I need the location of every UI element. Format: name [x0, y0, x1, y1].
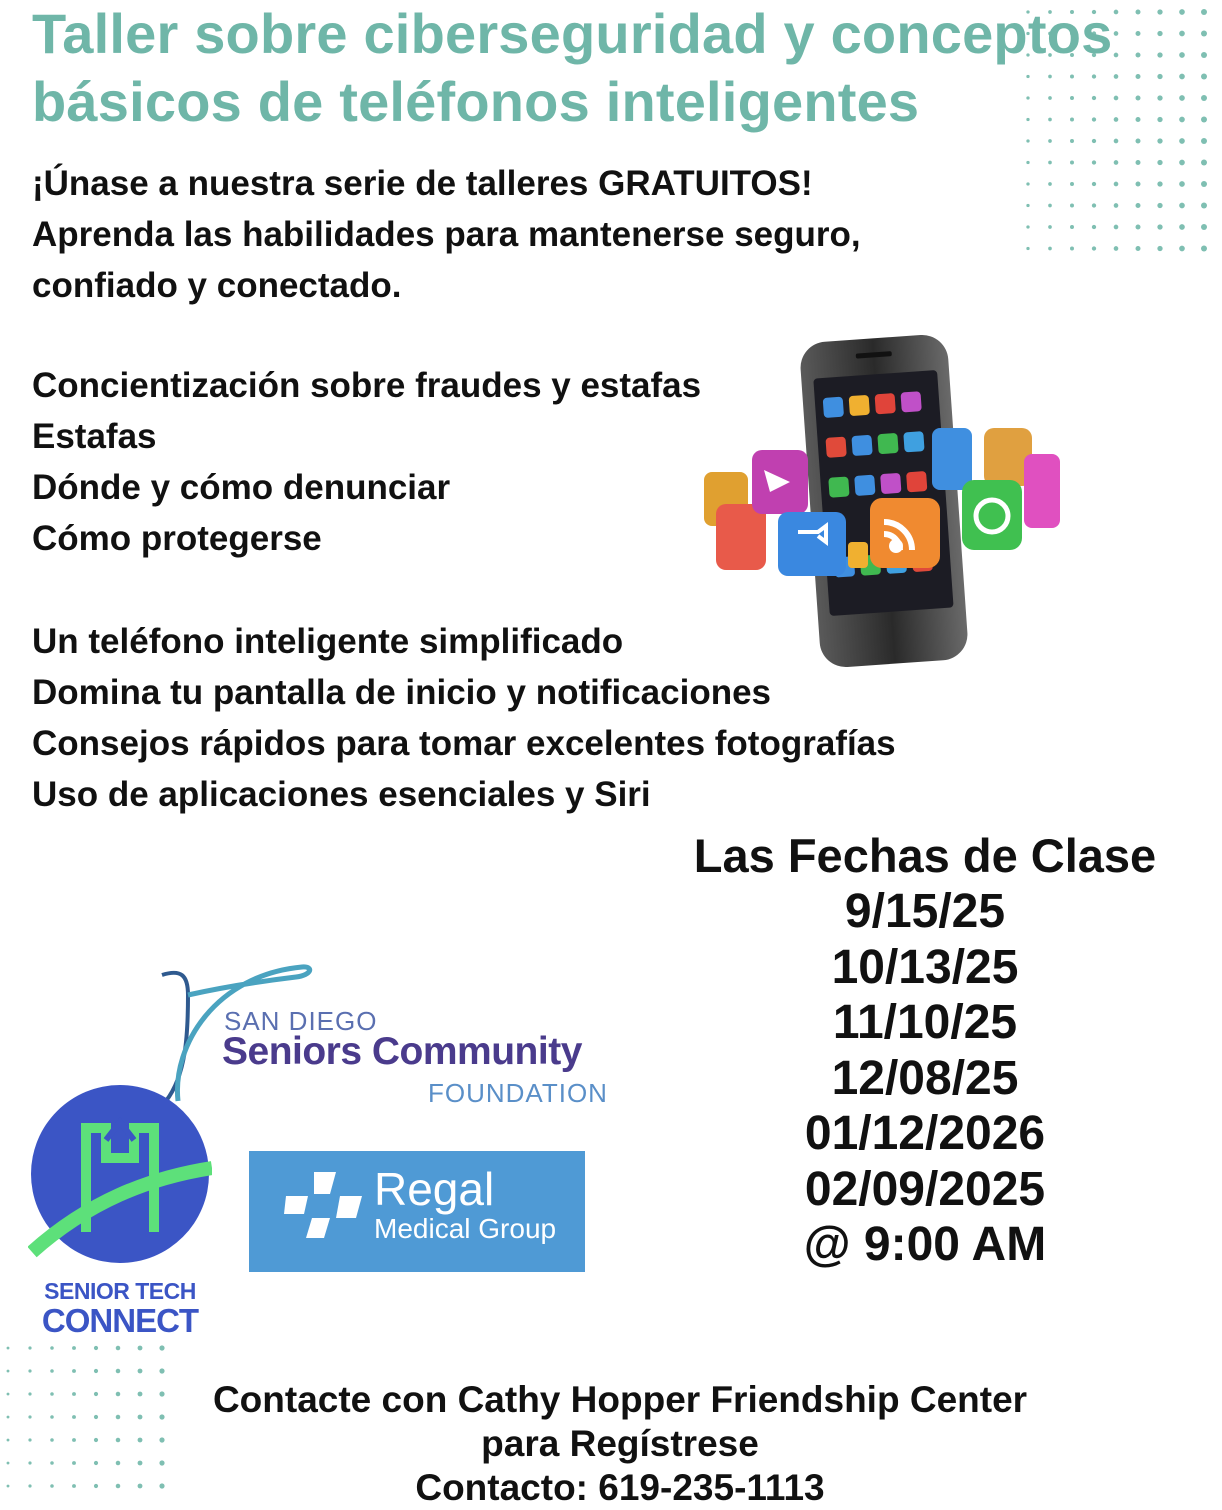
dot — [7, 1485, 10, 1488]
dot — [28, 1484, 31, 1487]
dot — [50, 1346, 54, 1350]
intro-line: ¡Únase a nuestra serie de talleres GRATUITOS! — [32, 164, 813, 203]
dot — [1136, 225, 1141, 230]
dot — [1026, 182, 1029, 185]
list-item: Cómo protegerse — [32, 519, 322, 558]
dot — [1136, 139, 1141, 144]
dot — [1092, 225, 1096, 229]
dot — [1092, 160, 1096, 164]
dot — [1092, 203, 1096, 207]
dot — [1092, 139, 1096, 143]
dot — [1070, 247, 1074, 251]
dot — [1026, 225, 1029, 228]
dot — [1114, 225, 1119, 230]
dot — [1157, 181, 1162, 186]
intro-text — [32, 158, 992, 311]
dot — [1070, 204, 1074, 208]
dot — [1070, 139, 1074, 143]
dot — [1114, 160, 1119, 165]
list-item: Estafas — [32, 417, 157, 456]
dot — [1201, 9, 1207, 15]
dot — [50, 1415, 54, 1419]
dot — [1201, 95, 1207, 101]
dot — [72, 1346, 76, 1350]
sdscf-line1: SAN DIEGO — [224, 1006, 378, 1036]
dot — [1179, 203, 1185, 209]
date-item: 12/08/25 — [831, 1051, 1019, 1105]
dot — [1201, 74, 1207, 80]
regal-name: Regal — [374, 1163, 495, 1215]
dot — [94, 1346, 98, 1350]
smartphone-apps-icon — [698, 332, 1068, 672]
dot — [1136, 160, 1141, 165]
dot — [28, 1461, 31, 1464]
contact-line: Contacte con Cathy Hopper Friendship Center — [212, 1379, 1028, 1420]
dot — [7, 1370, 10, 1373]
stc-line2: CONNECT — [41, 1302, 199, 1339]
dot — [7, 1347, 10, 1350]
dot — [50, 1438, 54, 1442]
regal-sub: Medical Group — [374, 1213, 557, 1244]
list-item: Concientización sobre fraudes y estafas — [32, 366, 702, 405]
dot — [1136, 246, 1141, 251]
dot — [1048, 204, 1052, 208]
date-item: 01/12/2026 — [804, 1107, 1046, 1160]
dot — [1092, 182, 1096, 186]
list-item: Domina tu pantalla de inicio y notificaciones — [32, 673, 772, 712]
dates-heading: Las Fechas de Clase — [693, 829, 1157, 882]
contact-info — [100, 1378, 1140, 1510]
date-item: 9/15/25 — [844, 885, 1006, 938]
dot — [1048, 161, 1052, 165]
dot — [1114, 203, 1119, 208]
dot — [1070, 225, 1074, 229]
dot — [1026, 247, 1029, 250]
dot — [28, 1346, 31, 1349]
dot — [116, 1346, 121, 1351]
intro-line: Aprenda las habilidades para mantenerse seguro, — [32, 215, 861, 254]
dot — [138, 1346, 143, 1351]
dot — [159, 1345, 164, 1350]
dot — [1201, 203, 1207, 209]
dot — [72, 1369, 76, 1373]
page-title: Taller sobre ciberseguridad y conceptos básicos de teléfonos inteligentes — [32, 2, 1113, 133]
dot — [1026, 139, 1029, 142]
dot — [28, 1415, 31, 1418]
dot — [1114, 246, 1119, 251]
sdscf-line2: Seniors Community — [222, 1030, 582, 1073]
regal-cross-icon — [284, 1170, 364, 1240]
date-item: 02/09/2025 — [804, 1162, 1046, 1216]
senior-tech-connect-text — [30, 1276, 210, 1339]
dot — [1048, 139, 1052, 143]
dot — [1026, 161, 1029, 164]
dot — [1179, 138, 1185, 144]
dot — [1201, 52, 1207, 58]
contact-phone: Contacto: 619-235-1113 — [415, 1467, 825, 1508]
dot — [1201, 160, 1207, 166]
dot — [1092, 246, 1096, 250]
dot — [50, 1392, 54, 1396]
dot — [72, 1484, 76, 1488]
dot — [116, 1369, 121, 1374]
dot — [1179, 246, 1185, 252]
dot — [1157, 160, 1162, 165]
dot — [28, 1369, 31, 1372]
dot — [1201, 181, 1207, 187]
dot — [94, 1392, 98, 1396]
dot — [72, 1415, 76, 1419]
dot — [1179, 181, 1185, 187]
dot — [138, 1369, 143, 1374]
dot — [50, 1484, 54, 1488]
dot — [1157, 138, 1162, 143]
class-dates — [660, 828, 1190, 1273]
date-item: 11/10/25 — [832, 996, 1018, 1049]
dot — [1157, 203, 1162, 208]
dot — [7, 1416, 10, 1419]
dot — [1157, 224, 1162, 229]
dot — [94, 1369, 98, 1373]
contact-line: para Regístrese — [481, 1423, 759, 1464]
dot — [72, 1461, 76, 1465]
list-item: Un teléfono inteligente simplificado — [32, 622, 624, 661]
bridge-logo-icon — [28, 1082, 212, 1266]
dot — [50, 1461, 54, 1465]
dot — [1179, 160, 1185, 166]
dot — [7, 1462, 10, 1465]
stc-line1: SENIOR TECH — [44, 1278, 196, 1304]
class-time: @ 9:00 AM — [803, 1218, 1047, 1271]
dot — [1201, 117, 1207, 123]
dot — [1136, 203, 1141, 208]
dot — [1048, 247, 1052, 251]
dot — [94, 1484, 98, 1488]
dot — [1070, 161, 1074, 165]
dot — [1070, 182, 1074, 186]
dot — [28, 1392, 31, 1395]
dot — [7, 1439, 10, 1442]
dot — [94, 1461, 98, 1465]
dot — [1157, 246, 1162, 251]
dot — [1048, 182, 1052, 186]
list-item: Consejos rápidos para tomar excelentes fotografías — [32, 724, 896, 763]
dot — [28, 1438, 31, 1441]
dot — [50, 1369, 54, 1373]
dot — [1114, 182, 1119, 187]
dot — [159, 1368, 164, 1373]
dot — [1179, 224, 1185, 230]
dot — [94, 1415, 98, 1419]
dot — [1201, 246, 1207, 252]
dot — [7, 1393, 10, 1396]
dot — [1048, 225, 1052, 229]
dot — [94, 1438, 98, 1442]
dot — [1114, 139, 1119, 144]
list-item: Uso de aplicaciones esenciales y Siri — [32, 775, 651, 814]
dot — [1201, 138, 1207, 144]
list-item: Dónde y cómo denunciar — [32, 468, 451, 507]
sdscf-line3: FOUNDATION — [428, 1078, 608, 1108]
dot — [72, 1392, 76, 1396]
dot — [1201, 31, 1207, 37]
dot — [1136, 182, 1141, 187]
intro-line: confiado y conectado. — [32, 266, 402, 305]
dot — [1201, 224, 1207, 230]
date-item: 10/13/25 — [831, 940, 1019, 994]
dot — [1026, 204, 1029, 207]
dot — [72, 1438, 76, 1442]
